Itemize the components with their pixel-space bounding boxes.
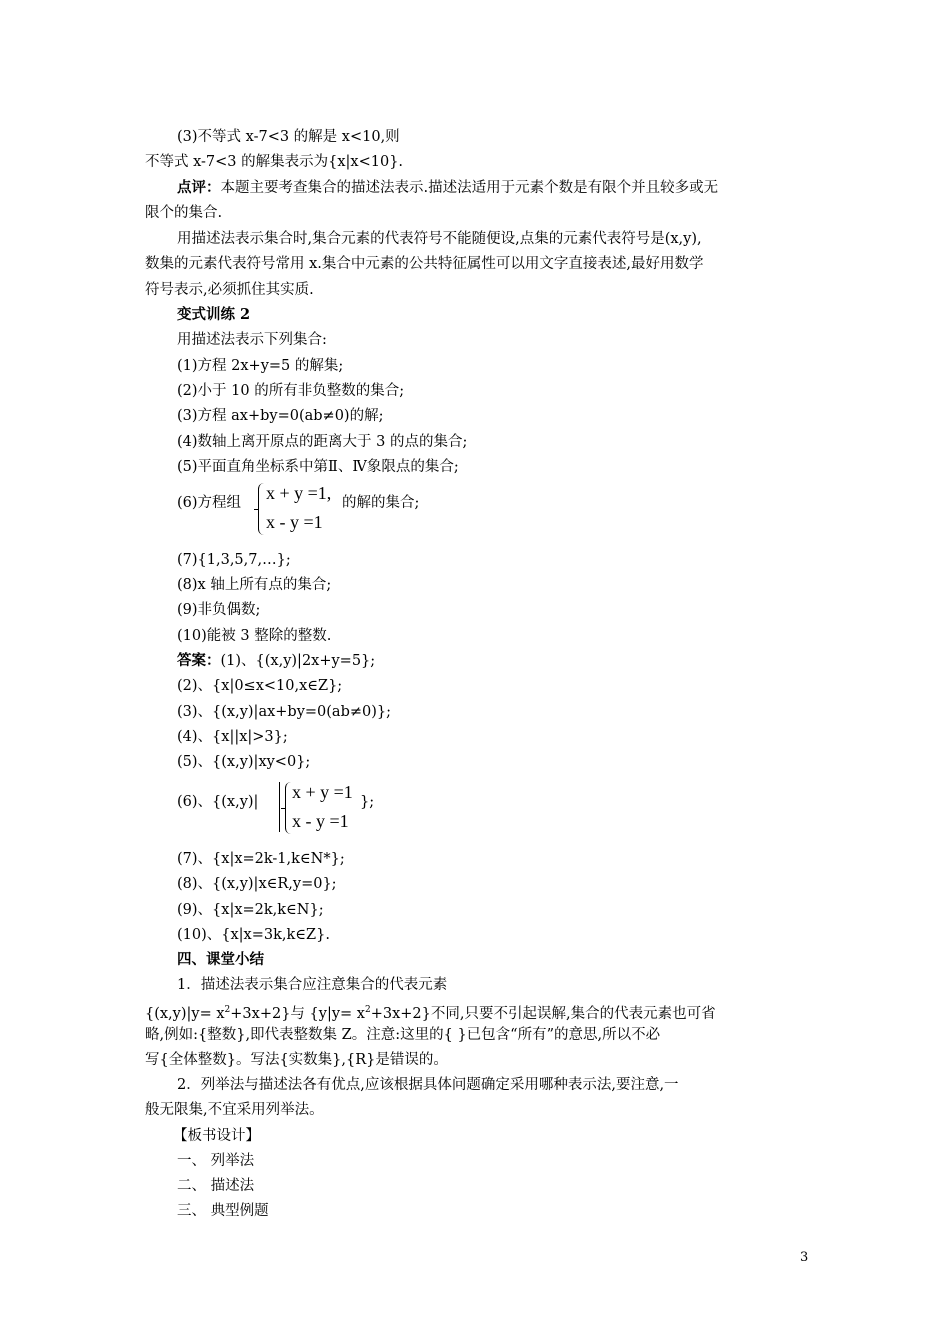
line-comment-cont: 限个的集合. (145, 205, 223, 221)
summary-p1-line3: 略,例如:{整数},即代表整数集 Z。注意:这里的{ }已包含“所有”的意思,所以不必 (145, 1027, 661, 1043)
exercise-item: (4)数轴上离开原点的距离大于 3 的点的集合; (177, 434, 468, 450)
exercise-intro: 用描述法表示下列集合: (177, 332, 327, 348)
summary-p2-line2: 般无限集,不宜采用列举法。 (145, 1102, 324, 1118)
divider-bar (279, 782, 280, 832)
answer-6-suffix: }; (360, 794, 375, 810)
equation-1: x + y =1, (266, 483, 332, 503)
equation-1: x + y =1 (292, 782, 353, 802)
summary-title: 四、课堂小结 (177, 951, 264, 968)
superscript: 2 (364, 1005, 371, 1015)
summary-text: +3x+2}与 {y|y= x (230, 1005, 365, 1022)
comment-label: 点评： (177, 179, 221, 196)
summary-p1-line2 (145, 1000, 716, 1024)
answer-line: (2)、{x|0≤x<10,x∈Z}; (177, 678, 343, 694)
answer-line: (4)、{x||x|>3}; (177, 729, 288, 745)
exercise-item: (3)方程 ax+by=0(ab≠0)的解; (177, 408, 384, 424)
board-item: 二、 描述法 (177, 1178, 255, 1194)
summary-text: +3x+2}不同,只要不引起误解,集合的代表元素也可省 (370, 1005, 716, 1022)
line-example-3-solution: 不等式 x-7<3 的解集表示为{x|x<10}. (145, 154, 404, 170)
line-note-3: 符号表示,必须抓住其实质. (145, 282, 314, 298)
answer-line: (9)、{x|x=2k,k∈N}; (177, 902, 324, 918)
comment-text: 本题主要考查集合的描述法表示.描述法适用于元素个数是有限个并且较多或无 (220, 180, 719, 196)
exercise-item: (10)能被 3 整除的整数. (177, 628, 332, 644)
answer-line: (10)、{x|x=3k,k∈Z}. (177, 927, 330, 943)
summary-p1-line1: 1．描述法表示集合应注意集合的代表元素 (177, 977, 448, 993)
line-note-2: 数集的元素代表符号常用 x.集合中元素的公共特征属性可以用文字直接表述,最好用数学 (145, 256, 704, 272)
exercise-item: (5)平面直角坐标系中第Ⅱ、Ⅳ象限点的集合; (177, 459, 459, 475)
exercise-item-6-prefix: (6)方程组 (177, 495, 242, 511)
line-comment (177, 178, 718, 198)
answer-line-1 (177, 651, 375, 671)
summary-p2-line1: 2．列举法与描述法各有优点,应该根据具体问题确定采用哪种表示法,要注意,一 (177, 1077, 679, 1093)
answer-line: (8)、{(x,y)|x∈R,y=0}; (177, 876, 337, 892)
board-item: 一、 列举法 (177, 1153, 255, 1169)
equation-2: x - y =1 (292, 811, 349, 831)
exercise-item-6-suffix: 的解的集合; (342, 495, 420, 511)
line-note-1: 用描述法表示集合时,集合元素的代表符号不能随便设,点集的元素代表符号是(x,y), (177, 231, 702, 247)
exercise-item: (9)非负偶数; (177, 602, 261, 618)
page-number: 3 (800, 1250, 809, 1265)
line-example-3: (3)不等式 x-7<3 的解是 x<10,则 (177, 129, 400, 145)
answer-6-prefix: (6)、{(x,y)| (177, 794, 259, 810)
answer-line: (5)、{(x,y)|xy<0}; (177, 754, 311, 770)
answer-text: (1)、{(x,y)|2x+y=5}; (220, 653, 376, 669)
summary-text: {(x,y)|y= x (145, 1005, 225, 1022)
answer-line: (3)、{(x,y)|ax+by=0(ab≠0)}; (177, 704, 391, 720)
answer-label: 答案： (177, 652, 221, 669)
exercise-item: (1)方程 2x+y=5 的解集; (177, 358, 344, 374)
board-item: 三、 典型例题 (177, 1203, 269, 1219)
exercise-item: (7){1,3,5,7,…}; (177, 552, 291, 568)
exercise-title: 变式训练 2 (177, 306, 251, 323)
superscript: 2 (224, 1005, 231, 1015)
board-design-title: 【板书设计】 (173, 1128, 260, 1144)
answer-line: (7)、{x|x=2k-1,k∈N*}; (177, 851, 345, 867)
exercise-item: (2)小于 10 的所有非负整数的集合; (177, 383, 405, 399)
equation-2: x - y =1 (266, 512, 323, 532)
summary-p1-line4: 写{全体整数}。写法{实数集},{R}是错误的。 (145, 1052, 448, 1068)
exercise-item: (8)x 轴上所有点的集合; (177, 577, 332, 593)
